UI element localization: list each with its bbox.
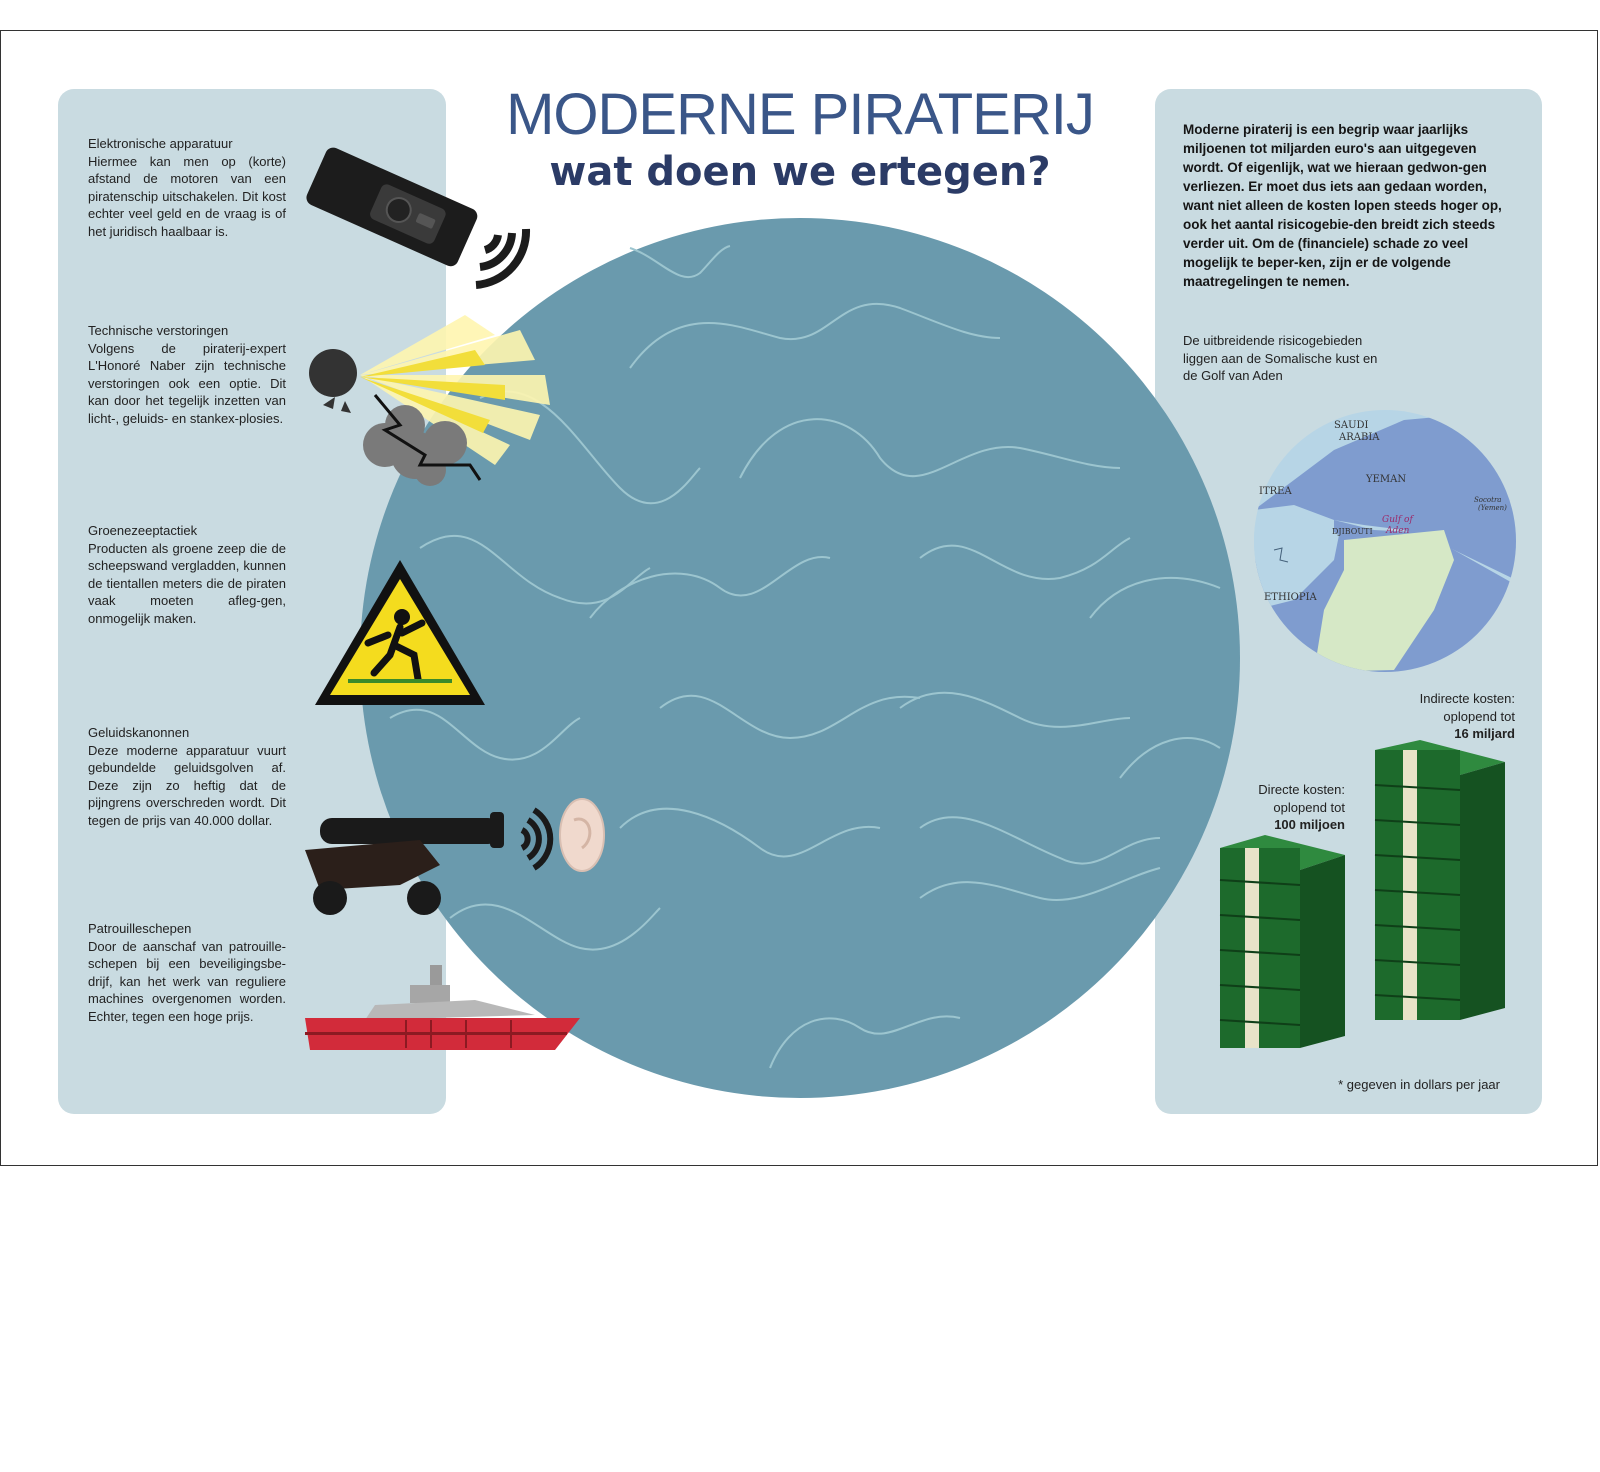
measure-electronic bbox=[88, 135, 286, 240]
map-label-djibouti: DJIBOUTI bbox=[1332, 527, 1373, 536]
indirect-costs-stack bbox=[1375, 740, 1505, 1020]
page-subtitle: wat doen we ertegen? bbox=[549, 149, 1051, 195]
slippery-warning-icon bbox=[310, 555, 490, 710]
measure-title: Elektronische apparatuur bbox=[88, 136, 233, 151]
measure-disruption bbox=[88, 322, 286, 427]
measure-patrol-ships bbox=[88, 920, 286, 1025]
indirect-costs bbox=[1380, 690, 1515, 743]
map-label-ethiopia: ETHIOPIA bbox=[1264, 592, 1317, 603]
page-title: MODERNE PIRATERIJ bbox=[506, 82, 1094, 147]
measure-title: Patrouilleschepen bbox=[88, 921, 192, 936]
map-label-socotra-2: (Yemen) bbox=[1478, 504, 1507, 512]
map-label-gulf-1: Gulf of bbox=[1382, 515, 1413, 525]
indirect-costs-sub: oplopend tot bbox=[1443, 708, 1515, 724]
map-label-arabia: ARABIA bbox=[1339, 432, 1380, 443]
patrol-ship-icon bbox=[305, 960, 590, 1060]
measure-text: Producten als groene zeep die de scheepswand vergladden, kunnen de tientallen meters die de piraten vaak moeten afleg-gen, onmogelijk maken. bbox=[88, 540, 286, 626]
indirect-costs-value: 16 miljard bbox=[1454, 726, 1515, 741]
direct-costs-sub: oplopend tot bbox=[1273, 799, 1345, 815]
gulf-of-aden-map bbox=[1254, 410, 1516, 672]
map-label-yemen: YEMAN bbox=[1366, 474, 1407, 485]
measure-text: Deze moderne apparatuur vuurt gebundelde geluidsgolven af. Deze zijn zo heftig dat de pijngrens overschreden wordt. Dit tegen de prijs van 40.000 dollar. bbox=[88, 742, 286, 828]
money-stacks-icon bbox=[1215, 740, 1515, 1060]
footnote: * gegeven in dollars per jaar bbox=[1338, 1077, 1500, 1092]
measure-title: Geluidskanonnen bbox=[88, 725, 190, 740]
direct-costs-value: 100 miljoen bbox=[1274, 817, 1345, 832]
map-label-gulf-2: Aden bbox=[1386, 526, 1410, 536]
direct-costs-label: Directe kosten: bbox=[1258, 782, 1345, 797]
measure-sound-cannon bbox=[88, 724, 286, 829]
measure-title: Technische verstoringen bbox=[88, 323, 229, 338]
measure-text: Volgens de piraterij-expert L'Honoré Naber zijn technische verstoringen ook een optie. Dit kan door het tegelijk inzetten van licht-, geluids- en stankex-plosies. bbox=[88, 340, 286, 426]
explosion-icon bbox=[305, 305, 575, 490]
direct-costs-stack bbox=[1220, 835, 1345, 1048]
measure-text: Door de aanschaf van patrouille-schepen bij een beveiligingsbe-drijf, kan het werk van reguliere machines overgenomen worden. Echter, tegen een hoge prijs. bbox=[88, 938, 286, 1024]
measure-text: Hiermee kan men op (korte) afstand de motoren van een piratenschip uitschakelen. Dit kost echter veel geld en de vraag is of het juridisch haalbaar is. bbox=[88, 153, 286, 239]
measure-title: Groenezeeptactiek bbox=[88, 523, 198, 538]
remote-control-icon bbox=[300, 145, 545, 310]
map-label-socotra-1: Socotra bbox=[1474, 496, 1502, 504]
intro-text: Moderne piraterij is een begrip waar jaarlijks miljoenen tot miljarden euro's aan uitgegeven wordt. Of eigenlijk, wat we hieraan gedwon-gen verliezen. Er moet dus iets aan gedaan worden, want niet alleen de kosten lopen steeds hoger op, ook het aantal risicogebie-den breidt zich steeds verder uit. Om de (financiele) schade zo veel mogelijk te beper-ken, zijn er de volgende maatregelingen te nemen. bbox=[1183, 122, 1502, 289]
sound-cannon-icon bbox=[300, 790, 620, 920]
map-label-eritrea: ITREA bbox=[1259, 486, 1292, 497]
indirect-costs-label: Indirecte kosten: bbox=[1419, 691, 1515, 706]
map-label-saudi: SAUDI bbox=[1334, 420, 1369, 431]
measure-green-soap bbox=[88, 522, 286, 627]
map-caption: De uitbreidende risicogebieden liggen aan de Somalische kust en de Golf van Aden bbox=[1183, 333, 1378, 383]
